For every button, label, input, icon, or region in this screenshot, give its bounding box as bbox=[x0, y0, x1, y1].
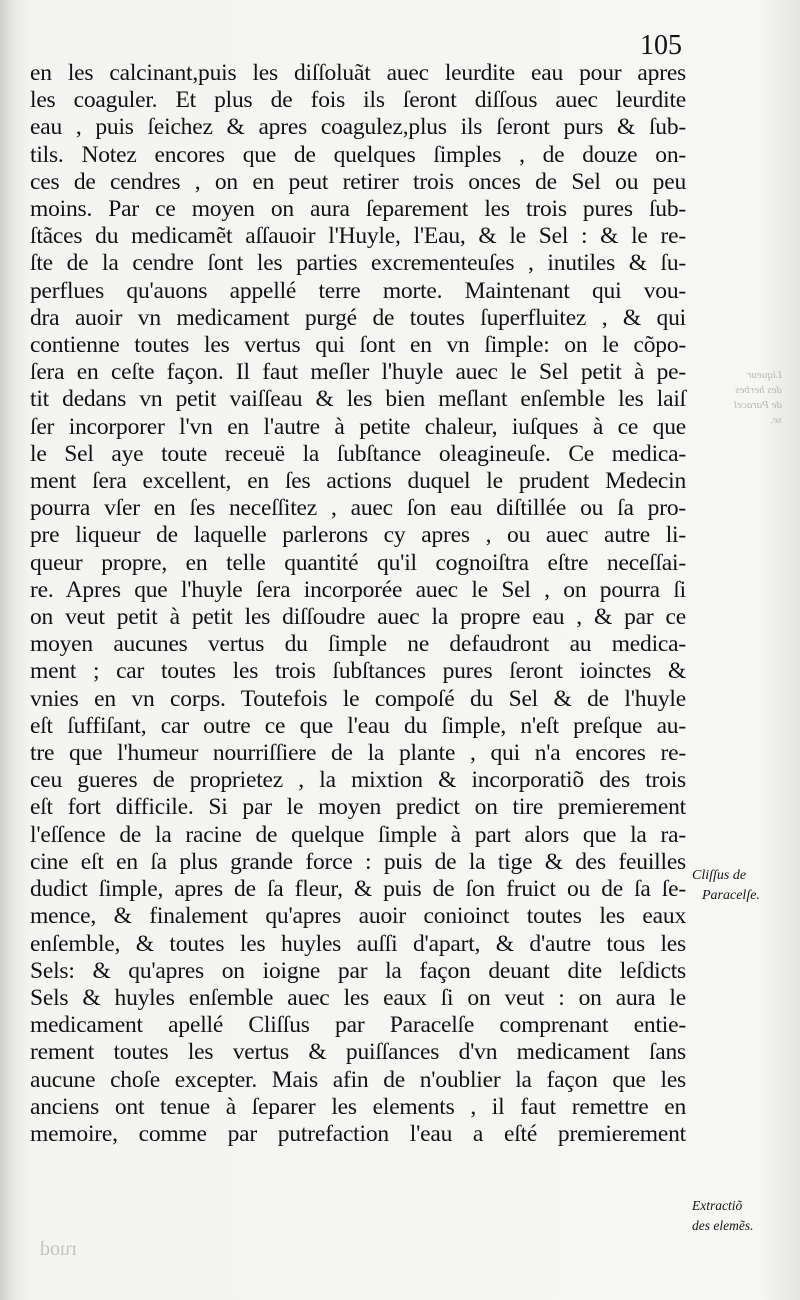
margin-note-clissus bbox=[692, 866, 792, 906]
text-line: mence, & finalement qu'apres auoir conioinct toutes les eaux bbox=[30, 903, 686, 930]
body-text bbox=[30, 60, 690, 1148]
text-line: queur propre, en telle quantité qu'il cognoiſtra eſtre neceſſai- bbox=[30, 549, 686, 576]
text-line: cine eſt en ſa plus grande force : puis de la tige & des feuilles bbox=[30, 848, 686, 875]
text-line: vnies en vn corps. Toutefois le compoſé du Sel & de l'huyle bbox=[30, 685, 686, 712]
text-line: pre liqueur de laquelle parlerons cy apres , ou auec autre li- bbox=[30, 522, 686, 549]
text-line: Sels: & qu'apres on ioigne par la façon deuant dite leſdicts bbox=[30, 957, 686, 984]
text-line: dra auoir vn medicament purgé de toutes ſuperfluitez , & qui bbox=[30, 304, 686, 331]
show-through-bottom-text: ruod bbox=[40, 1238, 77, 1260]
margin-note-clissus-line2: Paracelſe. bbox=[702, 888, 760, 903]
text-line: tils. Notez encores que de quelques ſimples , de douze on- bbox=[30, 141, 686, 168]
text-line: memoire, comme par putrefaction l'eau a eſté premierement bbox=[30, 1120, 686, 1147]
text-line: aucune choſe excepter. Mais afin de n'oublier la façon que les bbox=[30, 1066, 686, 1093]
text-line: l'eſſence de la racine de quelque ſimple à part alors que la ra- bbox=[30, 821, 686, 848]
margin-note-extraction bbox=[692, 1196, 792, 1236]
text-line: Sels & huyles enſemble auec les eaux ſi on veut : on aura le bbox=[30, 984, 686, 1011]
text-line: contienne toutes les vertus qui ſont en vn ſimple: on le cõpo- bbox=[30, 332, 686, 359]
margin-note-extraction-line2: des elemẽs. bbox=[692, 1218, 754, 1233]
page-number: 105 bbox=[640, 30, 682, 61]
text-line: tit dedans vn petit vaiſſeau & les bien meſlant enſemble les laiſ bbox=[30, 386, 686, 413]
text-line: le Sel aye toute receuë la ſubſtance oleagineuſe. Ce medica- bbox=[30, 440, 686, 467]
text-line: ſer incorporer l'vn en l'autre à petite chaleur, iuſques à ce que bbox=[30, 413, 686, 440]
text-line: ment ; car toutes les trois ſubſtances pures ſeront ioinctes & bbox=[30, 658, 686, 685]
text-line: perflues qu'auons appellé terre morte. Maintenant qui vou- bbox=[30, 277, 686, 304]
text-line: ment ſera excellent, en ſes actions duquel le prudent Medecin bbox=[30, 468, 686, 495]
text-line: eſt ſuffiſant, car outre ce que l'eau du ſimple, n'eſt preſque au- bbox=[30, 712, 686, 739]
margin-note-extraction-line1: Extractiõ bbox=[692, 1198, 743, 1213]
text-line: anciens ont tenue à ſeparer les elements , il faut remettre en bbox=[30, 1093, 686, 1120]
text-line: moyen aucunes vertus du ſimple ne defaudront au medica- bbox=[30, 631, 686, 658]
text-line: les coaguler. Et plus de fois ils ſeront diſſous auec leurdite bbox=[30, 87, 686, 114]
text-line: on veut petit à petit les diſſoudre auec la propre eau , & par ce bbox=[30, 604, 686, 631]
text-line: ſtãces du medicamẽt aſſauoir l'Huyle, l'Eau, & le Sel : & le re- bbox=[30, 223, 686, 250]
text-line: eſt fort difficile. Si par le moyen predict on tire premierement bbox=[30, 794, 686, 821]
text-line: rement toutes les vertus & puiſſances d'vn medicament ſans bbox=[30, 1039, 686, 1066]
text-line: ſte de la cendre ſont les parties excrementeuſes , inutiles & ſu- bbox=[30, 250, 686, 277]
text-line: dudict ſimple, apres de ſa fleur, & puis de ſon fruict ou de ſa ſe- bbox=[30, 876, 686, 903]
text-line: pourra vſer en ſes neceſſitez , auec ſon eau diſtillée ou ſa pro- bbox=[30, 495, 686, 522]
text-line: eau , puis ſeichez & apres coagulez,plus ils ſeront purs & ſub- bbox=[30, 114, 686, 141]
text-line: moins. Par ce moyen on aura ſeparement les trois pures ſub- bbox=[30, 196, 686, 223]
text-line: ceu gueres de proprietez , la mixtion & incorporatiõ des trois bbox=[30, 767, 686, 794]
text-line: tre que l'humeur nourriſſiere de la plante , qui n'a encores re- bbox=[30, 740, 686, 767]
text-line: ſera en ceſte façon. Il faut meſler l'huyle auec le Sel petit à pe- bbox=[30, 359, 686, 386]
text-line: re. Apres que l'huyle ſera incorporée auec le Sel , on pourra ſi bbox=[30, 576, 686, 603]
show-through-margin-text: Liqueur des herbes de Paracel se. bbox=[734, 369, 782, 426]
text-line: medicament apellé Cliſſus par Paracelſe comprenant entie- bbox=[30, 1012, 686, 1039]
text-line: enſemble, & toutes les huyles auſſi d'apart, & d'autre tous les bbox=[30, 930, 686, 957]
margin-note-clissus-line1: Cliſſus de bbox=[692, 868, 747, 883]
text-line: en les calcinant,puis les diſſoluãt auec leurdite eau pour apres bbox=[30, 60, 686, 86]
text-line: ces de cendres , on en peut retirer trois onces de Sel ou peu bbox=[30, 168, 686, 195]
